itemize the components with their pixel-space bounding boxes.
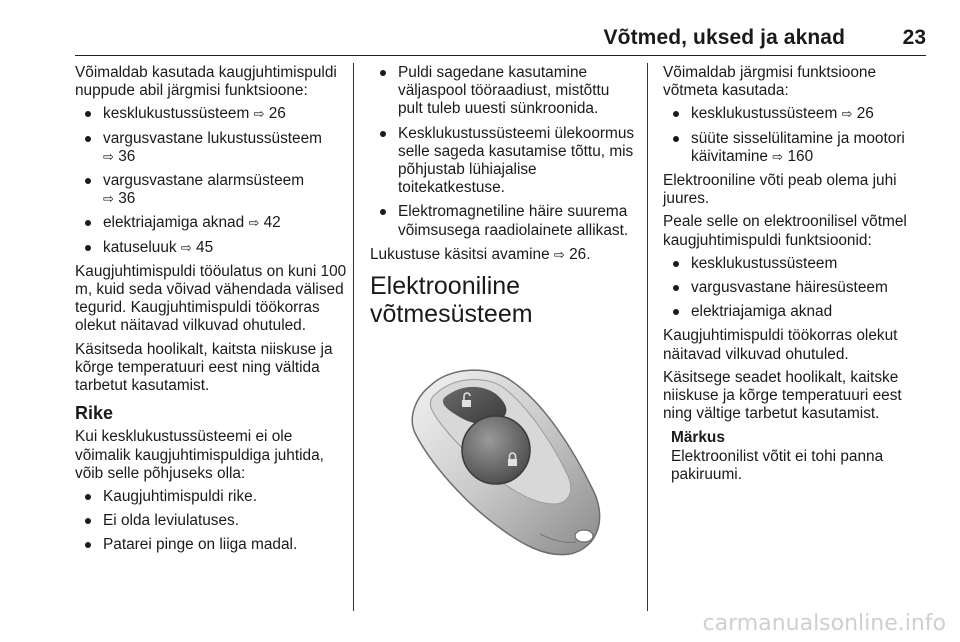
bullet-icon [85,111,91,117]
col3-intro: Võimaldab järgmisi funktsioone võtmeta kasutada: [663,64,877,100]
column-divider-2 [647,63,648,611]
bullet-icon [673,309,679,315]
bullet-icon [85,178,91,184]
column-3 [663,64,926,484]
col3-remote-list [663,255,926,322]
list-item: kesklukustussüsteem ⇨ 26 [663,105,926,123]
reference-arrow-icon: ⇨ [180,239,192,255]
note-text: Elektroonilist võtit ei tohi panna pakiruumi. [671,447,884,483]
col1-intro: Võimaldab kasutada kaugjuhtimispuldi nuppude abil järgmisi funktsioone: [75,64,337,100]
list-item: Patarei pinge on liiga madal. [75,536,347,554]
col3-para-hazard: Kaugjuhtimispuldi töökorras olekut näitavad vilkuvad ohutuled. [663,327,898,363]
list-item: Kesklukustussüsteemi ülekoormus selle sageda kasutamise tõttu, mis põhjustab lühiajalise toitekatkestuse. [370,125,635,198]
list-item: vargusvastane häiresüsteem [663,279,926,297]
bullet-icon [85,220,91,226]
list-item: Ei olda leviulatuses. [75,512,347,530]
col3-para-care: Käsitsege seadet hoolikalt, kaitske niiskuse ja kõrge temperatuuri eest ning vältige tarbetut kasutamist. [663,368,902,423]
col1-fault-list [75,488,347,555]
watermark: carmanualsonline.info [702,611,946,636]
reference-arrow-icon: ⇨ [841,106,853,122]
subheading-fault: Rike [75,403,114,424]
col1-function-list [75,105,347,256]
header-rule [75,55,926,56]
bullet-icon [673,261,679,267]
list-item: Kaugjuhtimispuldi rike. [75,488,347,506]
reference-arrow-icon: ⇨ [553,246,565,262]
bullet-icon [380,70,386,76]
bullet-icon [380,209,386,215]
page-ref-link[interactable]: 36 [118,190,136,208]
list-item: vargusvastane alarmsüsteem ⇨ 36 [75,172,347,208]
reference-arrow-icon: ⇨ [103,191,114,207]
bullet-icon [85,518,91,524]
bullet-icon [673,285,679,291]
note-title: Märkus [671,429,725,447]
page-ref-link[interactable]: 42 [263,214,281,232]
page-title: Võtmed, uksed ja aknad [603,26,845,49]
col1-para-range: Kaugjuhtimispuldi tööulatus on kuni 100 m, kuid seda võivad vähendada välised tegurid. Kaugjuhtimispuldi töökorras olekut näitavad vilkuvad ohutuled. [75,262,347,335]
column-2 [370,64,635,338]
list-item: Elektromagnetiline häire suurema võimsusega raadiolainete allikast. [370,203,635,239]
reference-arrow-icon: ⇨ [103,148,114,164]
page-number: 23 [902,26,926,49]
page-ref-link[interactable]: 160 [787,147,814,165]
section-title: Elektrooniline võtmesüsteem [370,272,533,329]
bullet-icon [380,131,386,137]
list-item: süüte sisselülitamine ja mootori käivitamine ⇨ 160 [663,130,926,166]
page-ref-link[interactable]: 26 [268,105,286,123]
bullet-icon [85,245,91,251]
list-item: katuseluuk ⇨ 45 [75,239,347,257]
reference-arrow-icon: ⇨ [248,215,260,231]
manual-unlock-line: Lukustuse käsitsi avamine ⇨ 26. [370,245,591,263]
bullet-icon [673,111,679,117]
electronic-key-figure [370,358,632,568]
reference-arrow-icon: ⇨ [253,106,265,122]
column-divider-1 [353,63,354,611]
key-fob-illustration [370,358,632,568]
list-item: Puldi sagedane kasutamine väljaspool tööraadiust, mistõttu pult tuleb uuesti sünkroonida. [370,64,635,119]
page-ref-link[interactable]: 26. [569,245,591,263]
list-item: elektriajamiga aknad ⇨ 42 [75,214,347,232]
column-1 [75,64,347,561]
list-item: vargusvastane lukustussüsteem ⇨ 36 [75,130,347,166]
list-item: elektriajamiga aknad [663,303,926,321]
col2-fault-list [370,64,635,240]
page-ref-link[interactable]: 26 [856,105,874,123]
reference-arrow-icon: ⇨ [772,148,784,164]
list-item: kesklukustussüsteem [663,255,926,273]
col1-para-fault: Kui kesklukustussüsteemi ei ole võimalik kaugjuhtimispuldiga juhtida, võib selle põhjuseks olla: [75,428,324,482]
col3-function-list [663,105,926,166]
list-item: kesklukustussüsteem ⇨ 26 [75,105,347,123]
page-ref-link[interactable]: 36 [118,147,136,165]
col3-para-functions: Peale selle on elektroonilisel võtmel kaugjuhtimispuldi funktsioonid: [663,213,907,249]
bullet-icon [85,136,91,142]
page-ref-link[interactable]: 45 [196,238,214,256]
col1-para-care: Käsitseda hoolikalt, kaitsta niiskuse ja kõrge temperatuuri eest ning vältida tarbetut kasutamist. [75,340,333,395]
bullet-icon [85,542,91,548]
bullet-icon [85,494,91,500]
note-block [663,429,926,484]
page-header [0,0,960,56]
col3-para-presence: Elektrooniline võti peab olema juhi juures. [663,172,897,208]
bullet-icon [673,136,679,142]
